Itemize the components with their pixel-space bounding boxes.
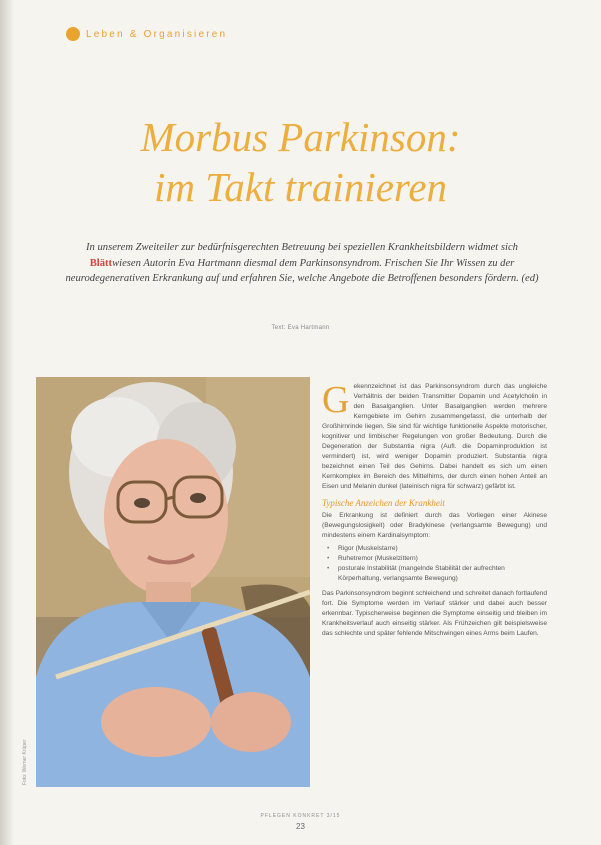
magazine-footer: PFLEGEN KONKRET 3/15 — [260, 813, 341, 819]
section-label: Leben & Organisieren — [86, 28, 228, 40]
lead-highlight: Blätt — [89, 257, 113, 269]
section-header — [66, 27, 227, 41]
drop-cap: G — [322, 379, 350, 421]
article-title-line-1: Morbus Parkinson: — [140, 114, 461, 160]
elderly-woman-photo-illustration — [36, 377, 310, 787]
list-item: • Ruhetremor (Muskelzittern) — [336, 554, 547, 564]
article-body — [322, 379, 547, 639]
article-lead — [60, 240, 544, 287]
body-paragraph-1: ekennzeichnet ist das Parkinsonsyndrom durch das ungleiche Verhältnis der beiden Transmitter Dopamin und Acetylcholin in den Basalganglien. Unter Basalganglien werden mehrere Kerngebiete im Gehirn zusammengefasst, die unterhalb der Großhirnrinde liegen. Sie sind für wichtige funktionelle Aspekte motorischer, kognitiver und limbischer Regelungen von großer Bedeutung. Durch die Degeneration der Substantia nigra (Aufl. die Dopaminproduktion ist vermindert) ist, wird weniger Dopamin produziert. Substantia nigra bezeichnet einen Teil des Gehirns. Dabei handelt es sich um einen Kernkomplex im Bereich des Mittelhirns, der durch einen hohen Anteil an Eisen und Melanin dunkel (lateinisch nigra für schwarz) gefärbt ist. — [322, 383, 547, 490]
list-item: • Rigor (Muskelstarre) — [336, 544, 547, 554]
author-byline: Text: Eva Hartmann — [271, 325, 330, 331]
lead-text-before: In unserem Zweiteiler zur bedürfnisgerechten Betreuung bei speziellen Krankheitsbildern widmet sich — [86, 242, 518, 253]
article-photo — [36, 377, 310, 787]
photo-credit: Foto: Werner Krüper — [22, 739, 28, 785]
body-paragraph-3: Das Parkinsonsyndrom beginnt schleichend und schreitet danach fortlaufend fort. Die Symptome werden im Verlauf stärker und dabei auch besser erkennbar. Typischerweise beginnen die Symptome einseitig und bleiben im Krankheitsverlauf auch einseitig stärker. Als Frühzeichen gilt beispielsweise das schlechte und später fehlende Mitschwingen eines Arms beim Laufen. — [322, 590, 547, 637]
body-paragraph-2: Die Erkrankung ist definiert durch das Vorliegen einer Akinese (Bewegungslosigkeit) oder Bradykinese (verlangsamte Bewegung) und mindestens einem Kardinalsymptom: — [322, 512, 547, 540]
body-subheading: Typische Anzeichen der Krankheit — [322, 498, 445, 509]
article-title-line-2: im Takt trainieren — [153, 164, 448, 210]
page-number: 23 — [296, 822, 305, 831]
section-dot-icon — [66, 27, 80, 41]
lead-text-after: wiesen Autorin Eva Hartmann diesmal dem Parkinsonsyndrom. Frischen Sie Ihr Wissen zu der neurodegenerativen Erkrankung auf und erfahren Sie, welche Angebote die Betroffenen besonders fördern. (ed) — [65, 257, 539, 285]
list-item: • posturale Instabilität (mangelnde Stabilität der aufrechten Körperhaltung, verlangsamte Bewegung) — [336, 564, 547, 584]
symptom-list — [322, 544, 547, 584]
